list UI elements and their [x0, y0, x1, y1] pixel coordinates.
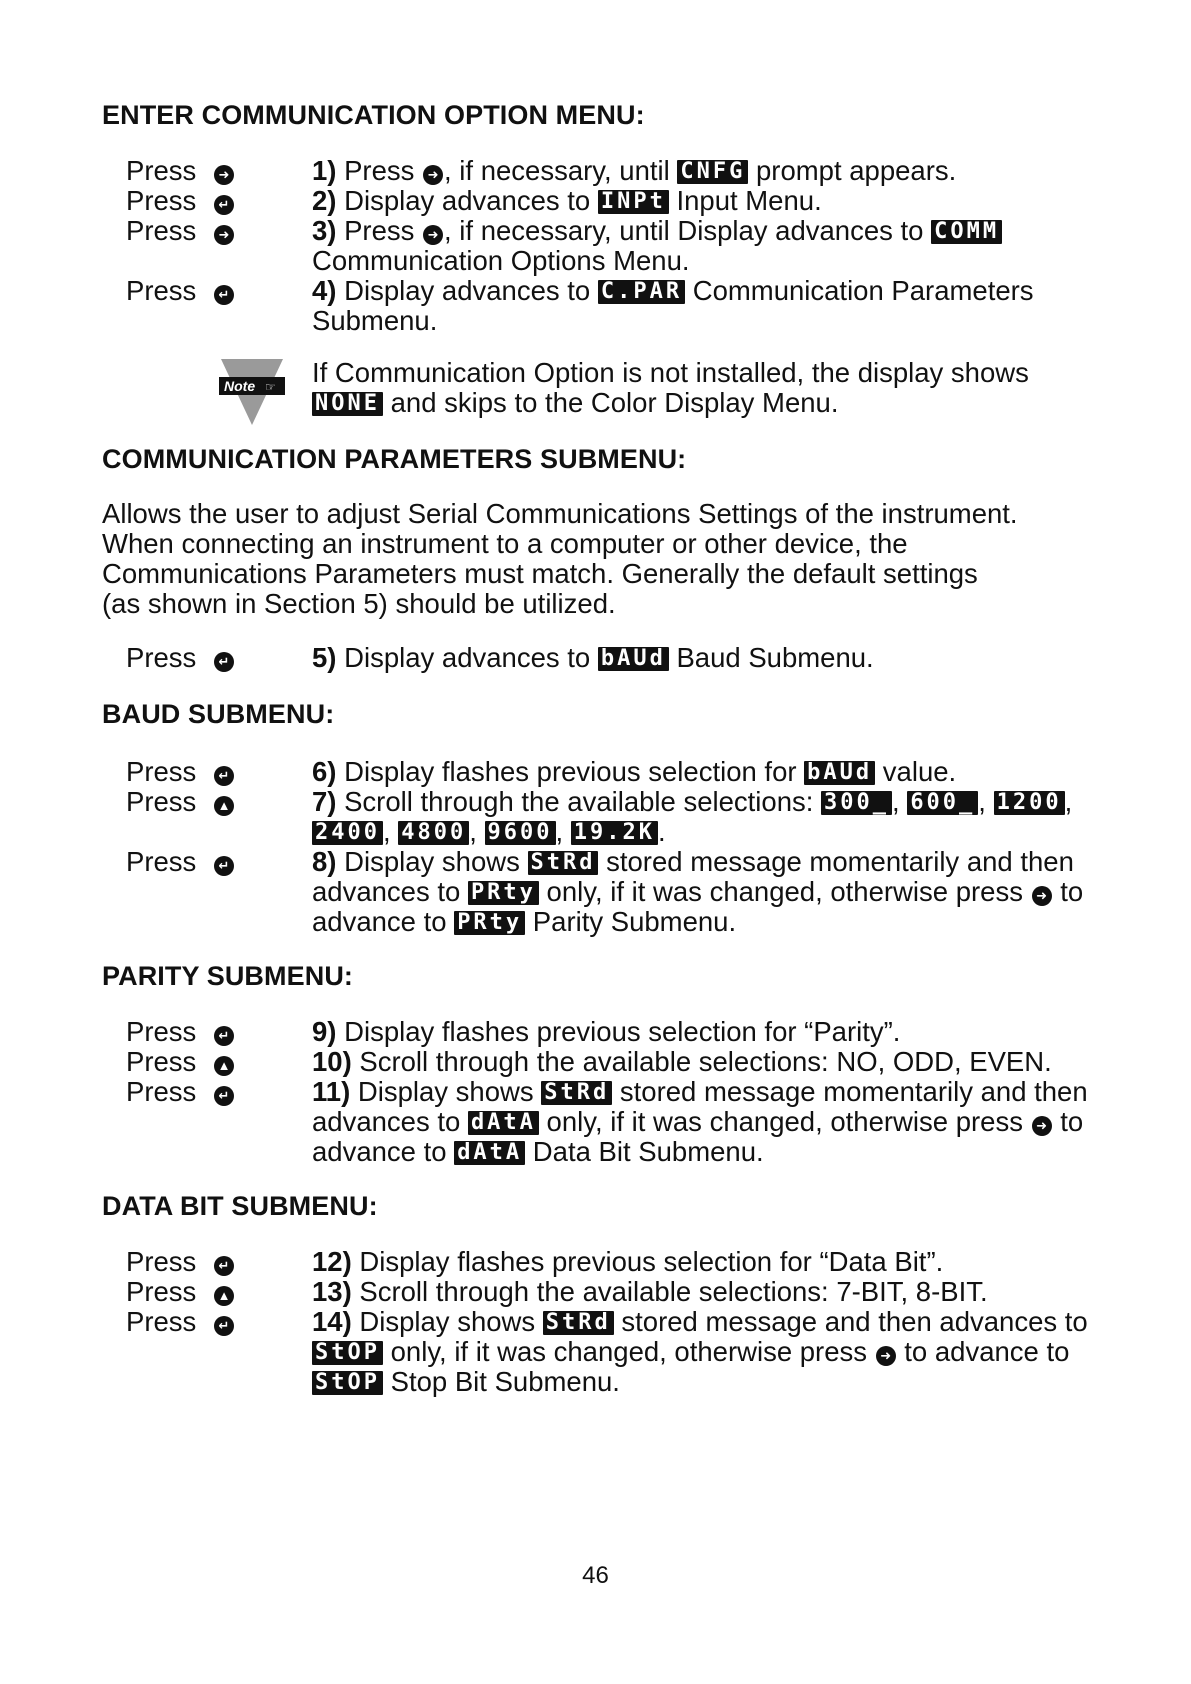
- enter-icon: ↵: [214, 1026, 234, 1046]
- enter-icon: ↵: [214, 285, 234, 305]
- lcd-stop: StOP: [312, 1341, 383, 1365]
- page-number: 46: [582, 1562, 609, 1589]
- enter-icon: ↵: [214, 856, 234, 876]
- note-text: If Communication Option is not installed, the display shows NONE and skips to the Color Display Menu.: [312, 357, 1029, 418]
- heading-baud: BAUD SUBMENU:: [102, 699, 335, 729]
- lcd-stored: StRd: [528, 851, 599, 875]
- svg-text:☞: ☞: [265, 380, 276, 394]
- lcd-4800: 4800: [398, 821, 469, 845]
- advance-icon: ➜: [1032, 1116, 1052, 1136]
- lcd-baud: bAUd: [804, 761, 875, 785]
- lcd-9600: 9600: [485, 821, 556, 845]
- heading-enter-comm: ENTER COMMUNICATION OPTION MENU:: [102, 100, 645, 130]
- lcd-cnfg: CNFG: [677, 160, 748, 184]
- enter-icon: ↵: [214, 1316, 234, 1336]
- up-arrow-icon: ▲: [214, 1056, 234, 1076]
- lcd-2400: 2400: [312, 821, 383, 845]
- lcd-stop: StOP: [312, 1371, 383, 1395]
- lcd-none: NONE: [312, 392, 383, 416]
- advance-icon: ➜: [214, 225, 234, 245]
- comm-params-description: Allows the user to adjust Serial Communications Settings of the instrument. When connecting an instrument to a computer or other device, the Communications Parameters must match. Generally the default settings (as shown in Section 5) should be utilized.: [102, 498, 1018, 619]
- lcd-inpt: INPt: [598, 190, 669, 214]
- lcd-parity: PRty: [454, 911, 525, 935]
- note-icon: [219, 357, 285, 427]
- enter-icon: ↵: [214, 1086, 234, 1106]
- lcd-data: dAtA: [468, 1111, 539, 1135]
- enter-icon: ↵: [214, 1256, 234, 1276]
- advance-icon: ➜: [214, 165, 234, 185]
- up-arrow-icon: ▲: [214, 1286, 234, 1306]
- heading-databit: DATA BIT SUBMENU:: [102, 1191, 378, 1221]
- lcd-baud: bAUd: [598, 647, 669, 671]
- lcd-data: dAtA: [454, 1141, 525, 1165]
- lcd-parity: PRty: [468, 881, 539, 905]
- manual-page: ENTER COMMUNICATION OPTION MENU: Press ➜ 1) Press ➜ , if necessary, until CNFG prompt appears. Press ↵ 2) Display advances to INPt Input Menu. Press ➜ 3) Press ➜ , if necessary, until Display advances to COMM Communication Options Menu. Press ↵ 4) Display advances to C.PAR Communication Parameters Submenu. Note ☞ If Communication Option is not installed, the display shows NONE and skips to the Color Display Menu. COMMUNICATION PARAMETERS SUBMENU: Allows the user to adjust Serial Communications Settings of the instrument. When connecting an instrument to a computer or other device, the Communications Parameters must match. Generally the default settings (as shown in Section 5) should be utilized. Press ↵ 5) Display advances to bAUd Baud Submenu. BAUD SUBMENU: Press ↵ 6) Display flashes previous selection for bAUd value. Press ▲ 7) Scroll through the available selections: 300_ , 600_ , 1200 , 2400 , 4800 , 9600 , 19.2K . Press ↵ 8) Display shows StRd stored message momentarily and then advances to PRty only, if it was changed, otherwise press ➜ to advance to PRty Parity Submenu. PARITY SUBMENU: Press ↵ 9) Display flashes previous selection for “Parity”. Press ▲ 10) Scroll through the available selections: NO, ODD, EVEN. Press ↵ 11) Display shows StRd stored message momentarily and then advances to dAtA only, if it was changed, otherwise press ➜ to advance to dAtA Data Bit Submenu. DATA BIT SUBMENU: Press ↵ 12) Display flashes previous selection for “Data Bit”. Press ▲ 13) Scroll through the available selections: 7-BIT, 8-BIT. Press ↵ 14) Display shows StRd stored message and then advances to StOP only, if it was changed, otherwise press ➜ to advance to StOP Stop Bit Submenu. 46: [0, 0, 1191, 1684]
- advance-icon: ➜: [423, 225, 443, 245]
- heading-comm-params: COMMUNICATION PARAMETERS SUBMENU:: [102, 444, 687, 474]
- advance-icon: ➜: [876, 1346, 896, 1366]
- advance-icon: ➜: [1032, 886, 1052, 906]
- enter-icon: ↵: [214, 652, 234, 672]
- lcd-stored: StRd: [543, 1311, 614, 1335]
- advance-icon: ➜: [423, 165, 443, 185]
- lcd-cpar: C.PAR: [598, 280, 685, 304]
- lcd-600: 600_: [907, 791, 978, 815]
- lcd-comm: COMM: [931, 220, 1002, 244]
- heading-parity: PARITY SUBMENU:: [102, 961, 354, 991]
- lcd-1200: 1200: [994, 791, 1065, 815]
- lcd-stored: StRd: [541, 1081, 612, 1105]
- lcd-300: 300_: [821, 791, 892, 815]
- note-label: Note: [224, 378, 256, 394]
- up-arrow-icon: ▲: [214, 796, 234, 816]
- enter-icon: ↵: [214, 195, 234, 215]
- lcd-19k: 19.2K: [571, 821, 658, 845]
- enter-icon: ↵: [214, 766, 234, 786]
